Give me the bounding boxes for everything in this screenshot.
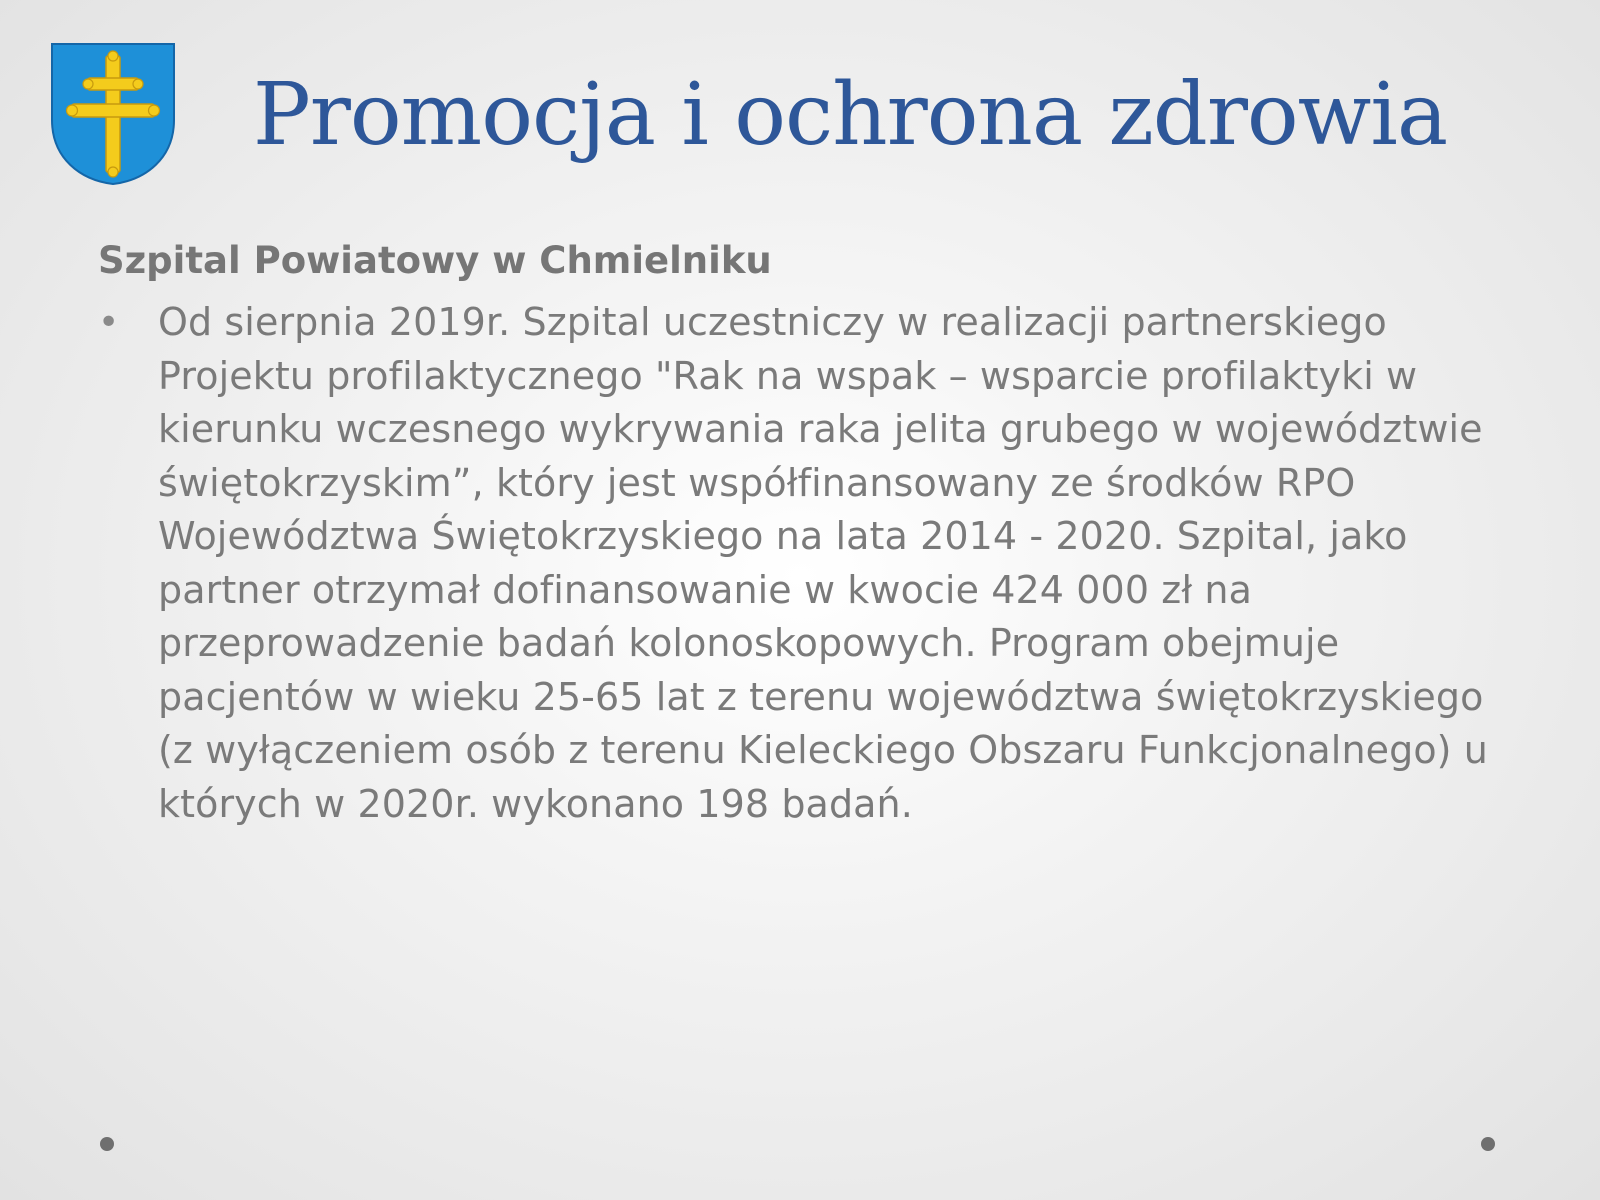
slide-corner-dot-right [1481, 1137, 1495, 1151]
bullet-icon: • [98, 302, 120, 343]
slide-corner-dot-left [100, 1137, 114, 1151]
bullet-item [98, 296, 1518, 831]
coat-of-arms-icon [50, 42, 176, 186]
bullet-list [98, 296, 1518, 831]
bullet-text: Od sierpnia 2019r. Szpital uczestniczy w realizacji partnerskiego Projektu profilaktycznego "Rak na wspak – wsparcie profilaktyki w kierunku wczesnego wykrywania raka jelita grubego w województwie świętokrzyskim”, który jest współfinansowany ze środków RPO Województwa Świętokrzyskiego na lata 2014 - 2020. Szpital, jako partner otrzymał dofinansowanie w kwocie 424 000 zł na przeprowadzenie badań kolonoskopowych. Program obejmuje pacjentów w wieku 25-65 lat z terenu województwa świętokrzyskiego (z wyłączeniem osób z terenu Kieleckiego Obszaru Funkcjonalnego) u których w 2020r. wykonano 198 badań. [158, 300, 1488, 826]
slide-subtitle: Szpital Powiatowy w Chmielniku [98, 239, 772, 282]
slide-title: Promocja i ochrona zdrowia [252, 65, 1448, 165]
